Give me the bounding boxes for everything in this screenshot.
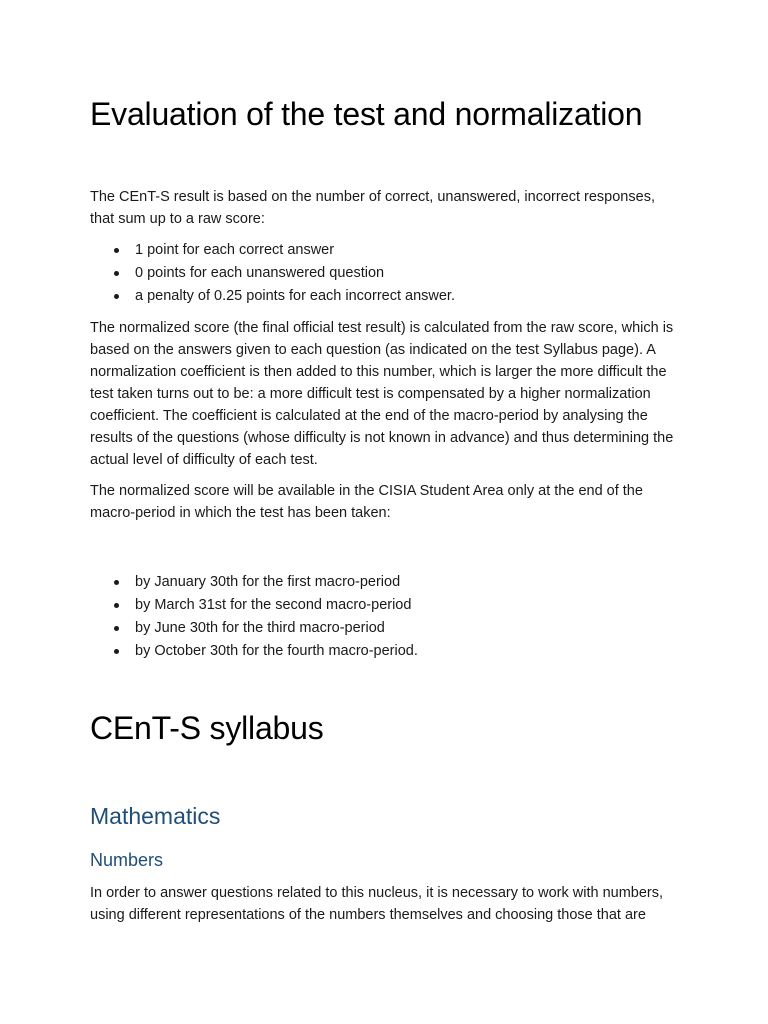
numbers-paragraph: In order to answer questions related to this nucleus, it is necessary to work with numbers, using different representations of the numbers themselves and choosing those that are bbox=[90, 885, 664, 923]
section-title-evaluation: Evaluation of the test and normalization bbox=[90, 96, 643, 132]
evaluation-content bbox=[90, 186, 678, 533]
deadline-item-second: by March 31st for the second macro-period bbox=[135, 594, 723, 617]
normalization-paragraph: The normalized score (the final official test result) is calculated from the raw score, which is based on the answers given to each question (as indicated on the test Syllabus page). A normalization coefficient is then added to this number, which is larger the more difficult the test taken turns out to be: a more difficult test is compensated by a higher normalization coefficient. The coefficient is calculated at the end of the macro-period by analysing the results of the questions (whose difficulty is not known in advance) and thus determining the actual level of difficulty of each test. bbox=[90, 320, 674, 468]
deadline-item-third: by June 30th for the third macro-period bbox=[135, 617, 723, 640]
subsubheading-numbers: Numbers bbox=[90, 850, 164, 870]
deadline-list bbox=[90, 571, 723, 663]
deadline-item-fourth: by October 30th for the fourth macro-period. bbox=[135, 640, 723, 663]
intro-paragraph: The CEnT-S result is based on the number of correct, unanswered, incorrect responses, that sum up to a raw score: bbox=[90, 189, 655, 227]
scoring-item-unanswered: 0 points for each unanswered question bbox=[135, 262, 678, 285]
availability-paragraph: The normalized score will be available in the CISIA Student Area only at the end of the macro-period in which the test has been taken: bbox=[90, 483, 643, 521]
scoring-item-correct: 1 point for each correct answer bbox=[135, 239, 678, 262]
section-title-syllabus: CEnT-S syllabus bbox=[90, 710, 324, 746]
subheading-mathematics: Mathematics bbox=[90, 803, 221, 829]
deadline-item-first: by January 30th for the first macro-period bbox=[135, 571, 723, 594]
scoring-list bbox=[90, 239, 678, 308]
scoring-item-incorrect: a penalty of 0.25 points for each incorrect answer. bbox=[135, 285, 678, 308]
